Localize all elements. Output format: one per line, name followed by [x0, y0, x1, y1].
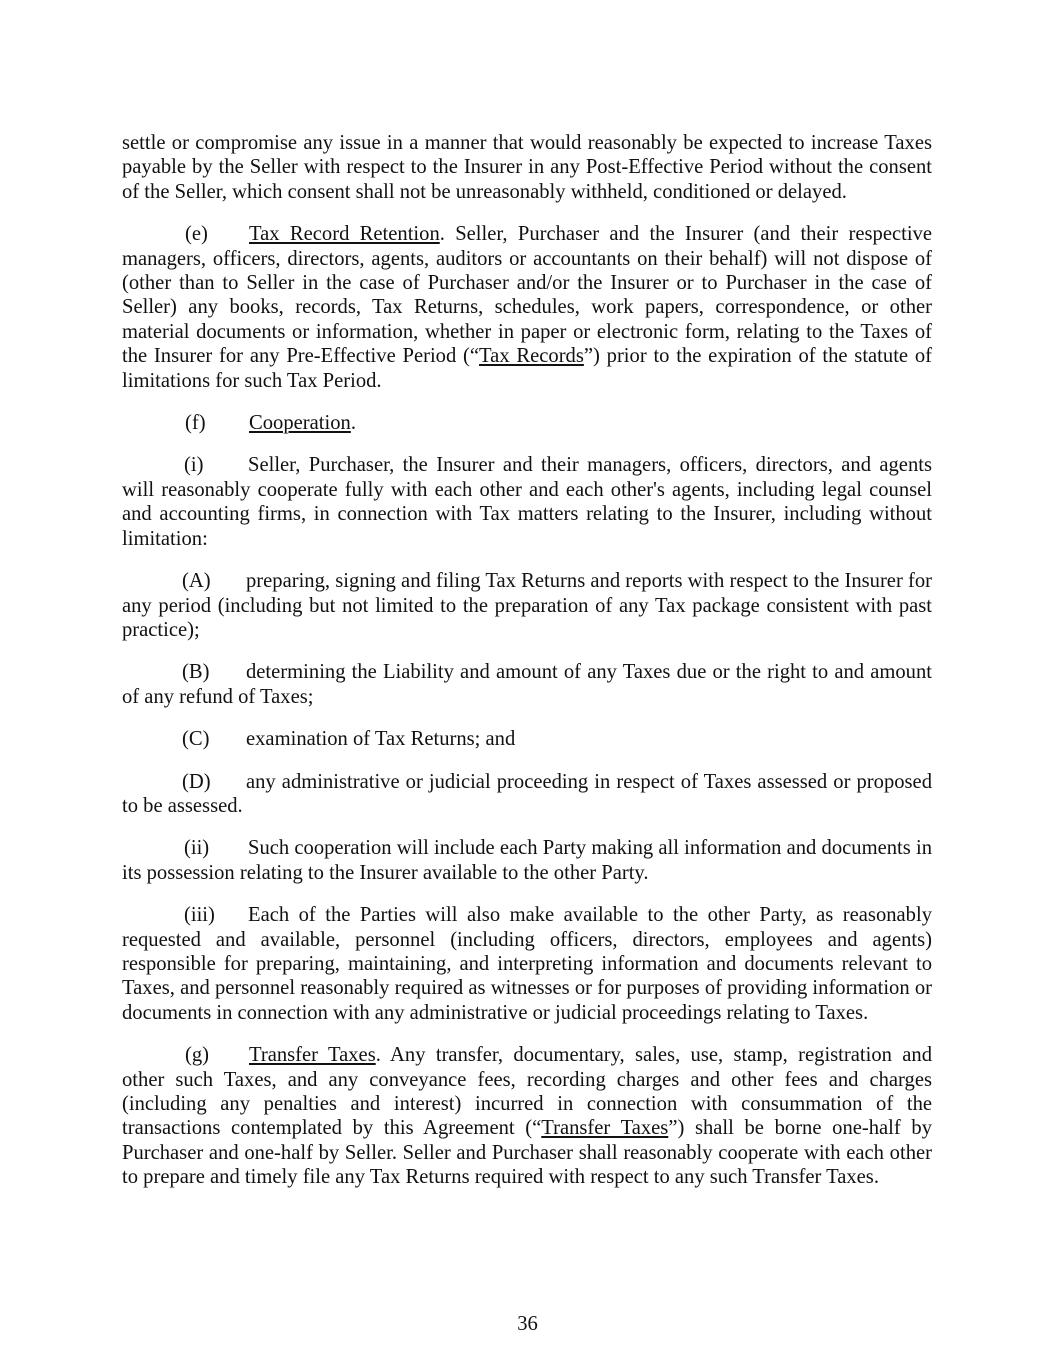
paragraph-f-i-C — [122, 727, 932, 751]
paragraph-f-i-B — [122, 660, 932, 709]
paragraph-f-i-D — [122, 770, 932, 819]
paragraph-f-iii — [122, 903, 932, 1025]
paragraph-list — [122, 131, 932, 1190]
paragraph-f-i — [122, 453, 932, 551]
paragraph-label: (f) — [185, 412, 206, 435]
paragraph-label: (B) — [182, 661, 210, 684]
defined-term: Cooperation — [249, 412, 351, 435]
text-run: preparing, signing and filing Tax Returns and reports with respect to the Insurer for any period (including but not limited to the preparation of any Tax package consistent with past practice); — [122, 570, 932, 641]
text-run: Seller, Purchaser, the Insurer and their managers, officers, directors, and agents will reasonably cooperate fully with each other and each other's agents, including legal counsel and accounting firms, in connection with Tax matters relating to the Insurer, including without limitation: — [122, 454, 932, 550]
text-run: Each of the Parties will also make available to the other Party, as reasonably requested and available, personnel (including officers, directors, employees and agents) responsible for preparing, maintaining, and interpreting information and documents relevant to Taxes, and personnel reasonably required as witnesses or for purposes of providing information or documents in connection with any administrative or judicial proceedings relating to Taxes. — [122, 904, 932, 1024]
paragraph-label: (C) — [182, 728, 210, 751]
paragraph-label: (A) — [182, 570, 211, 593]
text-run: ”) prior to the expiration of the statute of limitations for such Tax Period. — [122, 345, 932, 392]
text-run: Such cooperation will include each Party making all information and documents in its possession relating to the Insurer available to the other Party. — [122, 837, 932, 884]
defined-term: Transfer Taxes — [541, 1117, 669, 1140]
defined-term: Transfer Taxes — [249, 1044, 376, 1067]
paragraph-label: (iii) — [184, 904, 215, 927]
paragraph-continuation — [122, 131, 932, 204]
paragraph-label: (D) — [182, 770, 211, 793]
paragraph-label: (ii) — [184, 837, 210, 860]
paragraph-label: (g) — [185, 1044, 210, 1067]
paragraph-f-cooperation — [122, 411, 932, 435]
document-content — [122, 131, 932, 1208]
paragraph-label: (i) — [184, 454, 204, 477]
text-run: . Any transfer, documentary, sales, use, stamp, registration and other such Taxes, and any conveyance fees, recording charges and other fees and charges (including any penalties and interest) incurred in connection with consummation of the transactions contemplated by this Agreement (“ — [122, 1044, 932, 1140]
text-run: . Seller, Purchaser and the Insurer (and their respective managers, officers, directors, agents, auditors or accountants on their behalf) will not dispose of (other than to Seller in the case of Purchaser and/or the Insurer or to Purchaser in the case of Seller) any books, records, Tax Returns, schedules, work papers, correspondence, or other material documents or information, whether in paper or electronic form, relating to the Taxes of the Insurer for any Pre-Effective Period (“ — [122, 223, 932, 368]
page-number: 36 — [517, 1313, 538, 1335]
text-run: settle or compromise any issue in a manner that would reasonably be expected to increase Taxes payable by the Seller with respect to the Insurer in any Post-Effective Period without the consent of the Seller, which consent shall not be unreasonably withheld, conditioned or delayed. — [122, 132, 932, 203]
paragraph-e-tax-record-retention — [122, 222, 932, 393]
paragraph-label: (e) — [185, 223, 208, 246]
paragraph-f-ii — [122, 836, 932, 885]
text-run: determining the Liability and amount of any Taxes due or the right to and amount of any refund of Taxes; — [122, 661, 932, 708]
text-run: examination of Tax Returns; and — [246, 728, 516, 751]
paragraph-f-i-A — [122, 569, 932, 642]
text-run: any administrative or judicial proceeding in respect of Taxes assessed or proposed to be assessed. — [122, 770, 932, 817]
text-run: . — [350, 412, 356, 435]
paragraph-g-transfer-taxes — [122, 1043, 932, 1189]
defined-term: Tax Records — [479, 345, 584, 368]
text-run: ”) shall be borne one-half by Purchaser and one-half by Seller. Seller and Purchaser shall reasonably cooperate with each other to prepare and timely file any Tax Returns required with respect to any such Transfer Taxes. — [122, 1117, 933, 1189]
defined-term: Tax Record Retention — [249, 223, 440, 246]
